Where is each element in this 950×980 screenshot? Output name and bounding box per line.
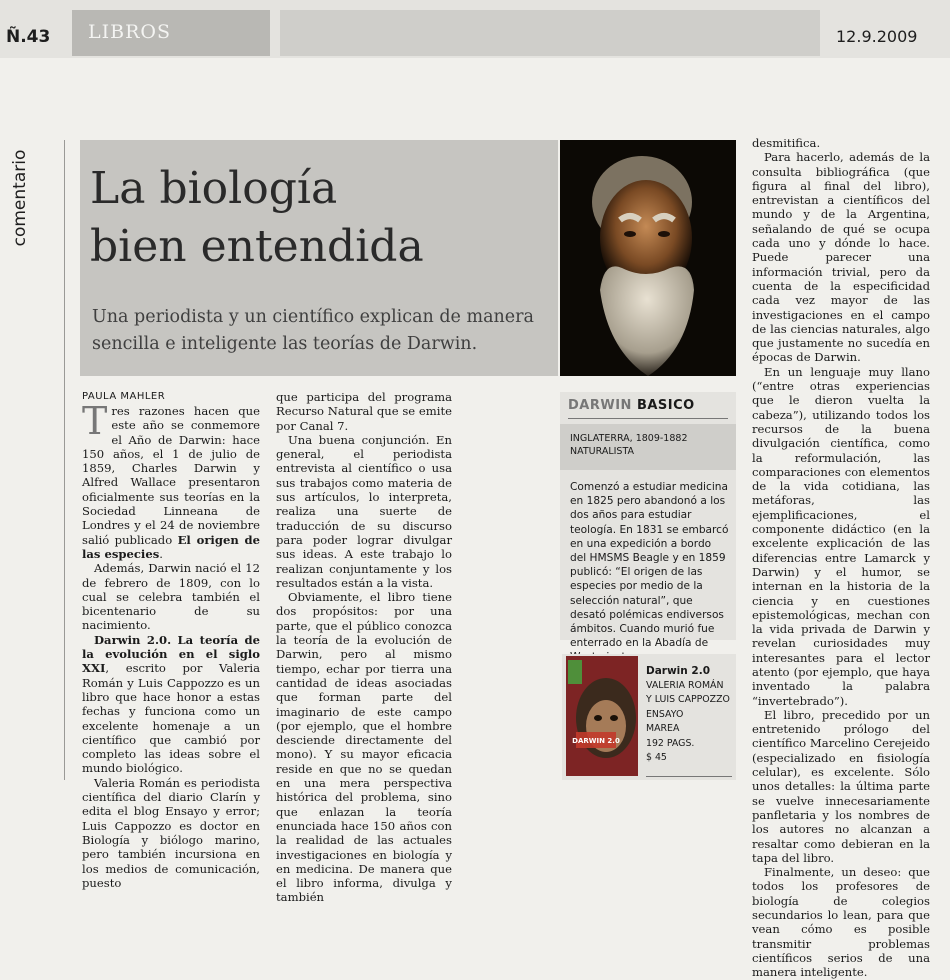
box-title-a: DARWIN <box>568 398 632 413</box>
drop-cap: T <box>82 399 108 443</box>
article-column-3 <box>752 136 930 980</box>
book-title: Darwin 2.0 <box>646 665 711 677</box>
box-meta-role: NATURALISTA <box>570 446 635 457</box>
book-info <box>646 664 730 766</box>
byline: PAULA MAHLER <box>82 391 166 402</box>
vertical-rule <box>64 140 65 780</box>
book-publisher: MAREA <box>646 723 680 734</box>
book-title: El origen de las especies <box>82 532 260 561</box>
paragraph: Finalmente, un deseo: que todos los profesores de biología de colegios secundarios lo lean, para que vean cómo es posible transmitir problemas científicos serios de una manera inteligente. <box>752 865 930 980</box>
book-pages: 192 PAGS. <box>646 737 695 749</box>
paragraph: Además, Darwin nació el 12 de febrero de 1809, con lo cual se celebra también el bicentenario de su nacimiento. <box>82 561 260 633</box>
box-meta <box>570 432 687 458</box>
cover-title: DARWIN 2.0 <box>572 737 620 745</box>
paragraph: que participa del programa Recurso Natural que se emite por Canal 7. <box>276 390 452 433</box>
book-genre: ENSAYO <box>646 708 684 720</box>
paragraph <box>82 399 260 561</box>
side-label <box>2 130 32 270</box>
headline-line-1: La biología <box>90 163 338 214</box>
paragraph: Valeria Román es periodista científica del diario Clarín y edita el blog Ensayo y error; Luis Cappozzo es doctor en Biología y biólogo marino, pero también incursiona en los medios de comunicación, puesto <box>82 775 260 890</box>
box-text: Comenzó a estudiar medicina en 1825 pero abandonó a los dos años para estudiar teología. En 1831 se embarcó en una expedición a bordo del HMSMS Beagle y en 1859 publicó: “El origen de las especies por medio de la selección natural”, que desató polémicas endiversos ámbitos. Cuando murió fue enterrado en la Abadía de <box>570 481 729 650</box>
book-title: Darwin 2.0. La teoría de la evolución en el siglo XXI <box>82 632 260 676</box>
paragraph-text: res razones hacen que este año se conmemore el Año de Darwin: hace 150 años, el 1 de julio de 1859, Charles Darwin y Alfred Wallace presentaron oficialmente sus teorías en la Sociedad Linneana de Londres y el 24 de noviembre salió publicado <box>82 404 260 547</box>
book-cover <box>566 656 638 776</box>
price-rule <box>646 776 732 777</box>
page-number: Ñ.43 <box>6 27 51 47</box>
box-title-b: BASICO <box>636 398 695 413</box>
darwin-portrait <box>560 140 736 376</box>
book-author-2: Y LUIS CAPPOZZO <box>646 694 730 705</box>
subheadline: Una periodista y un científico explican de manera sencilla e inteligente las teorías de Darwin. <box>92 307 534 354</box>
paragraph: En un lenguaje muy llano (“entre otras experiencias que le dieron vuelta la cabeza”), utilizando todos los recursos de la buena divulgación científica, como la reformulación, las comparaciones con elementos de la vida cotidiana, las metáforas, las ejemplificaciones, el componente didáctico (en la excelente explicación de las diferencias entre Lamarck y Darwin) y el humor, se internan en la historia de la ciencia y en cuestiones epistemológicas, mechan con la vida privada de Darwin y revelan curiosidades muy interesantes para el lector atento (por ejemplo, que haya inventado la palabra “invertebrado”). <box>752 364 930 708</box>
headline-line-2: bien entendida <box>90 221 424 272</box>
section-label: LIBROS <box>88 21 171 43</box>
box-divider <box>568 418 728 419</box>
header-shade <box>280 10 820 56</box>
box-meta-place: INGLATERRA, 1809-1882 <box>570 433 688 444</box>
paragraph: Obviamente, el libro tiene dos propósitos: por una parte, que el público conozca la teoría de la evolución de Darwin, pero al mismo tiempo, echar por tierra una cantidad de ideas asociadas que forman parte del imaginario de este campo (por ejemplo, que el hombre desciende directamente del mono). Y su mayor eficacia reside en que no se quedan en una mera perspectiva histórica del problema, sino que enlazan la teoría enunciada hace 150 años con la realidad de las actuales investigaciones en biología y en medicina. De manera que el libro informa, divulga y también <box>276 590 452 905</box>
issue-date: 12.9.2009 <box>836 27 918 46</box>
paragraph: El libro, precedido por un entretenido prólogo del científico Marcelino Cerejeido (especializado en fisiología celular), es excelente. Sólo unos detalles: la última parte se vuelve innecesariamente panfletaria y los nombres de los autores no alcanzan a resaltar como debieran en la tapa del libro. <box>752 707 930 865</box>
paragraph: Una buena conjunción. En general, el periodista entrevista al científico o usa sus trabajos como materia de sus artículos, lo interpreta, realiza una suerte de traducción de su discurso para poder lograr divulgar sus ideas. A este trabajo lo realizan conjuntamente y los resultados están a la vista. <box>276 432 452 590</box>
paragraph <box>82 633 260 776</box>
paragraph: Para hacerlo, además de la consulta bibliográfica (que figura al final del libro), entrevistan a científicos del mundo y de la Argentina, señalando de qué se ocupa cada uno y dónde lo hace. Puede parecer una información trivial, pero da cuenta de la especificidad cada vez mayor de las investigaciones en el campo de las ciencias naturales, algo que justamente no sucedía en épocas de Darwin. <box>752 150 930 365</box>
portrait-illustration <box>560 140 736 376</box>
paragraph-text: . <box>159 546 163 561</box>
book-price: $ 45 <box>646 752 667 763</box>
article-column-1 <box>82 399 260 890</box>
book-author-1: VALERIA ROMÁN <box>646 679 724 691</box>
side-label-text: comentario <box>10 149 30 247</box>
paragraph: desmitifica. <box>752 136 821 150</box>
headline <box>90 160 550 276</box>
book-cover-illustration <box>566 656 638 776</box>
paragraph-text: , escrito por Valeria Román y Luis Cappozzo es un libro que hace honor a estas fechas y funciona como un excelente homenaje a un científico que cambió por completo las ideas sobre el mundo biológico. <box>82 661 260 776</box>
darwin-basico-box <box>560 392 736 650</box>
box-title <box>568 398 695 413</box>
article-column-2 <box>276 390 452 905</box>
